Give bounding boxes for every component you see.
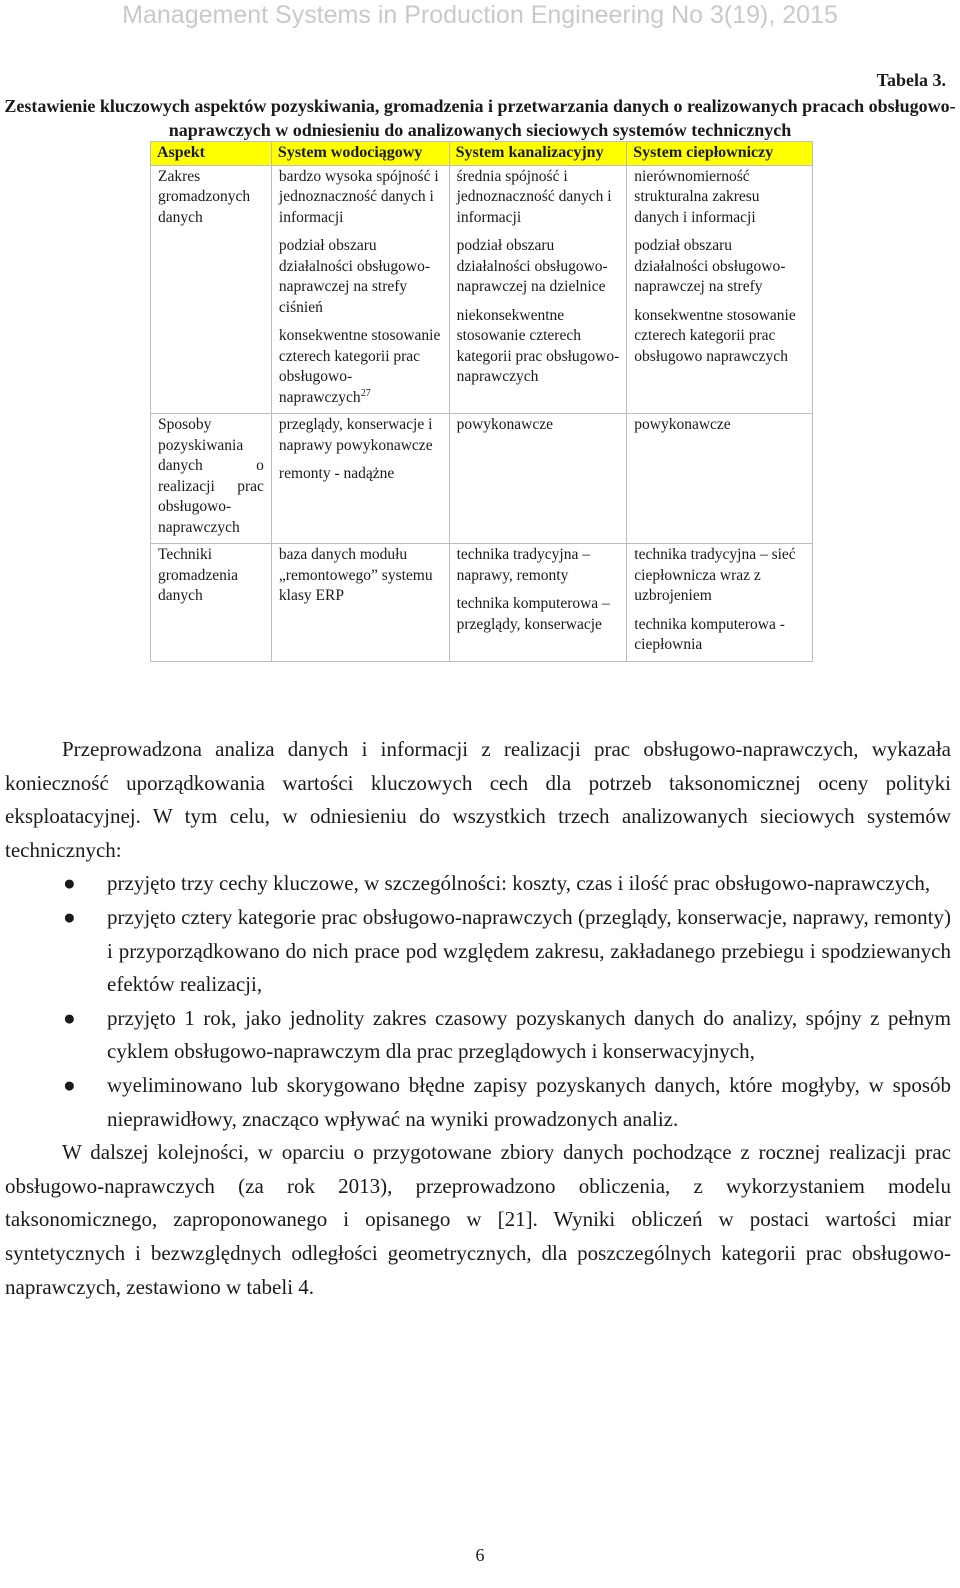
cell-paragraph: technika komputerowa - ciepłownia [634,615,785,653]
aspect-cell [151,544,272,662]
cell-paragraph: średnia spójność i jednoznaczność danych i informacji [456,167,612,226]
water-cell [271,165,449,414]
cell-paragraph: baza danych modułu „remontowego” systemu klasy ERP [278,546,433,604]
list-item-text: przyjęto 1 rok, jako jednolity zakres czasowy pozyskanych danych do analizy, spójny z pełnym cyklem obsługowo-naprawczym dla prac przeglądowych i konserwacyjnych, [107,1005,951,1064]
footnote-marker: 27 [360,387,371,399]
cell-paragraph: powykonawcze [456,416,553,433]
page-number: 6 [475,1545,485,1565]
bullet-icon: ● [63,871,76,896]
bullet-icon: ● [63,1005,76,1030]
bullet-icon: ● [63,904,76,929]
cell-paragraph: powykonawcze [634,416,731,433]
aspect-cell [151,165,272,414]
header-heat-system: System ciepłowniczy [627,142,813,166]
cell-paragraph [279,326,442,408]
aspect-cell [151,414,272,544]
table-number: Tabela 3. [876,70,946,90]
table-header-row [151,142,813,166]
cell-paragraph: podział obszaru działalności obsługowo-naprawczej na strefy [634,237,786,295]
water-cell [271,544,449,662]
cell-paragraph: bardzo wysoka spójność i jednoznaczność danych i informacji [278,167,439,226]
closing-paragraph: W dalszej kolejności, w oparciu o przygotowane zbiory danych pochodzące z rocznej realizacji prac obsługowo-naprawczych (za rok 2013), przeprowadzono obliczenia, z wykorzystaniem modelu taksonomicznego, zaproponowanego i opisanego w [21]. Wyniki obliczeń w postaci wartości miar syntetycznych i bezwzględnych odległości geometrycznych, dla poszczególnych kategorii prac obsługowo-naprawczych, zestawiono w tabeli 4. [5,1140,951,1299]
cell-paragraph: technika tradycyjna – sieć ciepłownicza wraz z uzbrojeniem [634,546,796,604]
sewer-cell [449,165,627,414]
header-aspect: Aspekt [151,142,272,166]
list-item-text: przyjęto trzy cechy kluczowe, w szczególności: koszty, czas i ilość prac obsługowo-naprawczych, [107,871,931,896]
cell-paragraph: niekonsekwentne stosowanie czterech kategorii prac obsługowo-naprawczych [456,306,620,385]
heat-cell [627,544,813,662]
table-row [151,165,813,414]
body-text [5,733,951,1304]
sewer-cell [449,414,627,544]
cell-paragraph: remonty - nadążne [278,465,395,482]
heat-cell [627,414,813,544]
table-caption: Zestawienie kluczowych aspektów pozyskiwania, gromadzenia i przetwarzania danych o realizowanych pracach obsługowo-naprawczych w odniesieniu do analizowanych sieciowych systemów technicznych [4,96,956,140]
cell-paragraph: przeglądy, konserwacje i naprawy powykonawcze [278,416,433,454]
cell-paragraph: podział obszaru działalności obsługowo-naprawczej na dzielnice [456,237,608,295]
cell-paragraph: podział obszaru działalności obsługowo-naprawczej na strefy ciśnień [278,237,431,316]
aspect-label: Sposoby pozyskiwania danych o realizacji prac obsługowo-naprawczych [158,416,264,536]
aspect-label: Zakres gromadzonych danych [158,167,251,226]
cell-paragraph: nierównomierność strukturalna zakresu danych i informacji [634,167,760,226]
list-item [5,1002,951,1069]
sewer-cell [449,544,627,662]
list-item [5,1069,951,1136]
cell-text: konsekwentne stosowanie czterech kategorii prac obsługowo-naprawczych [278,327,441,406]
cell-paragraph: technika tradycyjna – naprawy, remonty [456,546,590,584]
cell-paragraph: technika komputerowa – przeglądy, konserwacje [456,595,610,633]
heat-cell [627,165,813,414]
aspects-table [150,141,813,662]
water-cell [271,414,449,544]
table-row [151,414,813,544]
list-item-text: wyeliminowano lub skorygowano błędne zapisy pozyskanych danych, które mogłyby, w sposób nieprawidłowy, znacząco wpływać na wyniki prowadzonych analiz. [107,1072,951,1131]
bullet-list [5,867,951,1136]
journal-header: Management Systems in Production Engineering No 3(19), 2015 [122,1,838,29]
cell-paragraph: konsekwentne stosowanie czterech kategorii prac obsługowo naprawczych [634,306,796,365]
aspect-label: Techniki gromadzenia danych [158,546,239,604]
bullet-icon: ● [63,1072,76,1097]
table-row [151,544,813,662]
list-item [5,901,951,1002]
header-water-system: System wodociągowy [271,142,449,166]
header-sewer-system: System kanalizacyjny [449,142,627,166]
list-item-text: przyjęto cztery kategorie prac obsługowo-naprawczych (przeglądy, konserwacje, naprawy, remonty) i przyporządkowano do nich prace pod względem zakresu, zakładanego przebiegu i spodziewanych efektów realizacji, [107,904,951,997]
intro-paragraph: Przeprowadzona analiza danych i informacji z realizacji prac obsługowo-naprawczych, wykazała konieczność uporządkowania wartości kluczowych cech dla potrzeb taksonomicznej oceny polityki eksploatacyjnej. W tym celu, w odniesieniu do wszystkich trzech analizowanych sieciowych systemów technicznych: [5,737,951,862]
list-item [5,867,951,901]
